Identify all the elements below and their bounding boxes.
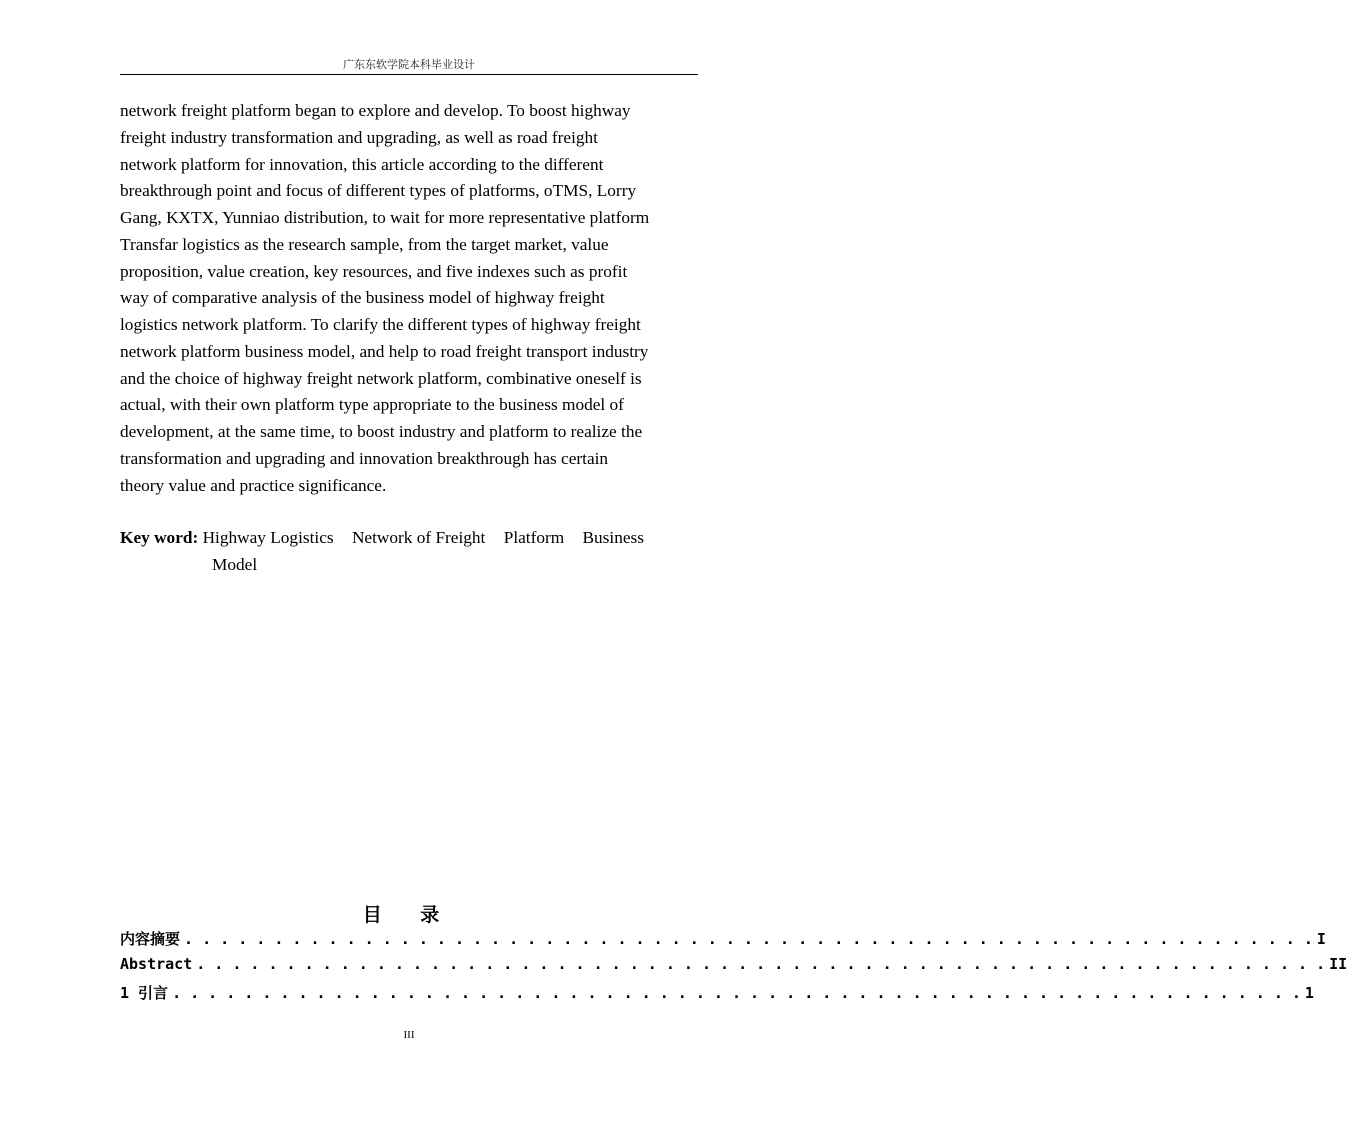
toc-entry[interactable] <box>120 955 1347 982</box>
toc-leader-dots: . . . . . . . . . . . . . . . . . . . . . . . . . . . . . . . . . . . . . . . . . . . . . . . . . . . . . . . . . . . . . . . <box>184 930 1313 948</box>
abstract-line: theory value and practice significance. <box>120 475 387 495</box>
abstract-line: freight industry transformation and upgrading, as well as road freight <box>120 127 598 147</box>
header-divider <box>120 74 698 75</box>
toc-entry-page: II <box>1329 955 1347 973</box>
toc-entry[interactable] <box>120 982 1314 1009</box>
keywords-section <box>120 525 700 579</box>
page-number: III <box>403 1029 415 1041</box>
abstract-line: development, at the same time, to boost industry and platform to realize the <box>120 422 643 441</box>
toc-leader-dots: . . . . . . . . . . . . . . . . . . . . . . . . . . . . . . . . . . . . . . . . . . . . . . . . . . . . . . . . . . . . . . . <box>196 955 1326 973</box>
table-of-contents <box>120 928 1347 1009</box>
abstract-line: and the choice of highway freight network platform, combinative oneself is <box>120 368 642 388</box>
abstract-line: Gang, KXTX, Yunniao distribution, to wait for more representative platform <box>120 208 650 227</box>
abstract-line: network freight platform began to explore and develop. To boost highway <box>120 101 631 120</box>
abstract-line: transformation and upgrading and innovation breakthrough has certain <box>120 448 609 468</box>
page-header: 广东东软学院本科毕业设计 <box>343 58 475 71</box>
keyword-item: Platform <box>503 528 565 547</box>
toc-entry-page: I <box>1316 930 1326 948</box>
abstract-line: network platform for innovation, this article according to the different <box>120 154 604 174</box>
keyword-item: Network of Freight <box>351 528 486 547</box>
abstract-body <box>120 98 700 499</box>
toc-entry-title: 1 引言 <box>120 984 169 1002</box>
keyword-item: Business <box>582 528 644 547</box>
abstract-line: network platform business model, and help to road freight transport industry <box>120 341 649 361</box>
abstract-line: actual, with their own platform type appropriate to the business model of <box>120 395 624 415</box>
abstract-line: Transfar logistics as the research sample, from the target market, value <box>120 234 609 254</box>
abstract-line: breakthrough point and focus of different types of platforms, oTMS, Lorry <box>120 181 637 201</box>
keywords-line <box>120 525 700 552</box>
abstract-line: way of comparative analysis of the business model of highway freight <box>120 288 605 308</box>
toc-entry-title: 内容摘要 <box>120 930 181 948</box>
toc-title: 目 录 <box>362 904 456 926</box>
toc-entry-title: Abstract <box>120 955 193 973</box>
keyword-item: Highway Logistics <box>202 528 334 547</box>
abstract-line: logistics network platform. To clarify the different types of highway freight <box>120 315 641 334</box>
keywords-label: Key word: <box>120 528 199 547</box>
toc-leader-dots: . . . . . . . . . . . . . . . . . . . . . . . . . . . . . . . . . . . . . . . . . . . . . . . . . . . . . . . . . . . . . . . <box>172 984 1301 1002</box>
toc-entry[interactable] <box>120 928 1326 955</box>
abstract-line: proposition, value creation, key resources, and five indexes such as profit <box>120 261 628 281</box>
keywords-continuation: Model <box>212 554 258 574</box>
toc-entry-page: 1 <box>1304 984 1314 1002</box>
